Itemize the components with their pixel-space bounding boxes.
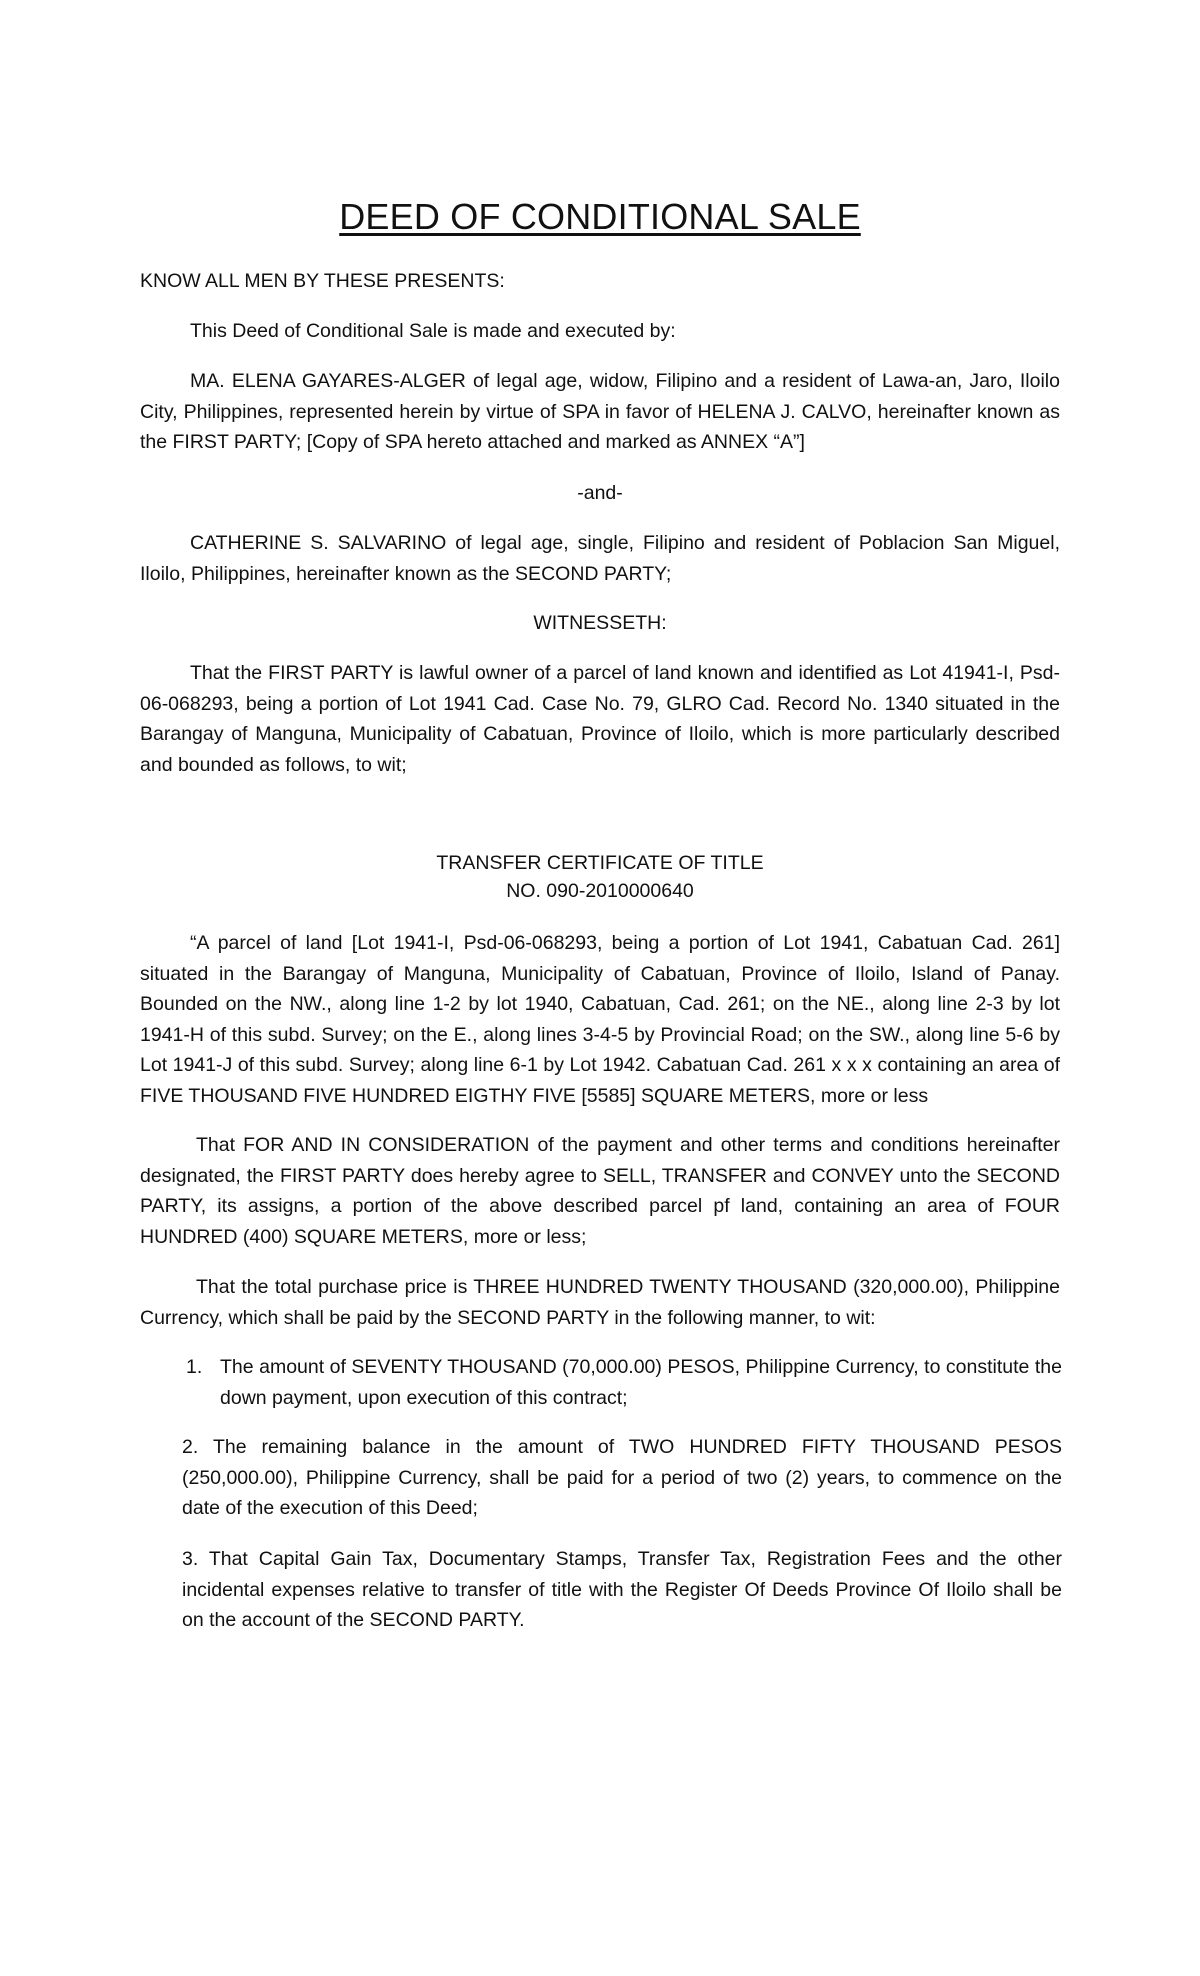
consideration-paragraph: That FOR AND IN CONSIDERATION of the payment and other terms and conditions hereinafter designated, the FIRST PARTY does hereby agree to SELL, TRANSFER and CONVEY unto the SECOND PARTY, its assigns, a portion of the above described parcel pf land, containing an area of FOUR HUNDRED (400) SQUARE METERS, more or less; [140, 1134, 1060, 1248]
tct-heading: TRANSFER CERTIFICATE OF TITLE [436, 852, 764, 874]
term-body: The remaining balance in the amount of TWO HUNDRED FIFTY THOUSAND PESOS (250,000.00), Philippine Currency, shall be paid for a period of two (2) years, to commence on the date of the execution of this Deed; [182, 1436, 1062, 1519]
land-description-paragraph: “A parcel of land [Lot 1941-I, Psd-06-068293, being a portion of Lot 1941, Cabatuan Cad. 261] situated in the Barangay of Manguna, Municipality of Cabatuan, Province of Iloilo, Island of Panay. Bounded on the NW., along line 1-2 by lot 1940, Cabatuan, Cad. 261; on the NE., along line 2-3 by lot 1941-H of this subd. Survey; on the E., along lines 3-4-5 by Provincial Road; on the SW., along line 5-6 by Lot 1941-J of this subd. Survey; along line 6-1 by Lot 1942. Cabatuan Cad. 261 x x x containing an area of FIVE THOUSAND FIVE HUNDRED EIGTHY FIVE [5585] SQUARE METERS, more or less [140, 932, 1060, 1107]
term-number: 3. [182, 1548, 199, 1570]
payment-term-2 [182, 1432, 1062, 1524]
term-text [182, 1544, 1062, 1636]
purchase-price-paragraph: That the total purchase price is THREE HUNDRED TWENTY THOUSAND (320,000.00), Philippine Currency, which shall be paid by the SECOND PARTY in the following manner, to wit: [140, 1276, 1060, 1329]
term-number: 2. [182, 1436, 199, 1458]
term-text [182, 1432, 1062, 1524]
term-body: That Capital Gain Tax, Documentary Stamps, Transfer Tax, Registration Fees and the other incidental expenses relative to transfer of title with the Register Of Deeds Province Of Iloilo shall be on the account of the SECOND PARTY. [182, 1548, 1062, 1631]
tct-number: NO. 090-2010000640 [506, 880, 694, 902]
opening-line: KNOW ALL MEN BY THESE PRESENTS: [140, 270, 505, 292]
intro-paragraph: This Deed of Conditional Sale is made and executed by: [190, 320, 676, 342]
payment-term-1 [186, 1352, 1062, 1413]
payment-term-3 [182, 1544, 1062, 1636]
document-title: DEED OF CONDITIONAL SALE [339, 196, 861, 237]
and-separator: -and- [577, 482, 623, 504]
first-party-paragraph: MA. ELENA GAYARES-ALGER of legal age, widow, Filipino and a resident of Lawa-an, Jaro, Iloilo City, Philippines, represented herein by virtue of SPA in favor of HELENA J. CALVO, hereinafter known as the FIRST PARTY; [Copy of SPA hereto attached and marked as ANNEX “A”] [140, 370, 1060, 453]
second-party-paragraph: CATHERINE S. SALVARINO of legal age, single, Filipino and resident of Poblacion San Miguel, Iloilo, Philippines, hereinafter known as the SECOND PARTY; [140, 532, 1060, 585]
ownership-paragraph: That the FIRST PARTY is lawful owner of a parcel of land known and identified as Lot 41941-I, Psd-06-068293, being a portion of Lot 1941 Cad. Case No. 79, GLRO Cad. Record No. 1340 situated in the Barangay of Manguna, Municipality of Cabatuan, Province of Iloilo, which is more particularly described and bounded as follows, to wit; [140, 662, 1060, 776]
term-text: The amount of SEVENTY THOUSAND (70,000.00) PESOS, Philippine Currency, to constitute the down payment, upon execution of this contract; [220, 1356, 1062, 1409]
witnesseth-heading: WITNESSETH: [533, 612, 667, 634]
term-number: 1. [186, 1356, 203, 1378]
